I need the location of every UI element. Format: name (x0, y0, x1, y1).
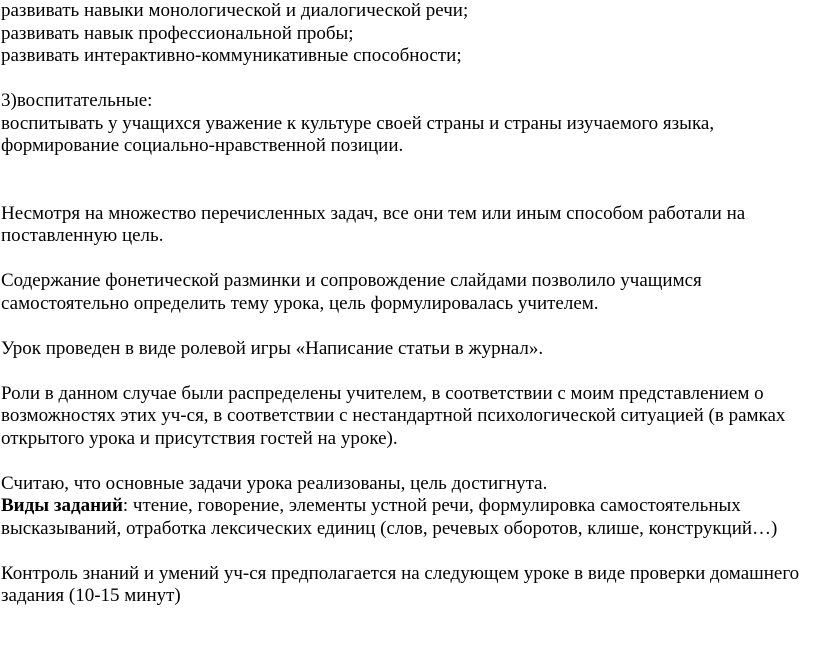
task-types-label: Виды заданий (1, 495, 123, 516)
section-3-text: воспитывать у учащихся уважение к культуре своей страны и страны изучаемого языка, формирование социально-нравственной позиции. (1, 112, 715, 156)
section-3-heading: 3)воспитательные: (1, 90, 153, 111)
goal-line-speech: развивать навыки монологической и диалогической речи; (1, 0, 469, 21)
spacer (1, 450, 806, 473)
spacer (1, 360, 806, 383)
paragraph-roles: Роли в данном случае были распределены учителем, в соответствии с моим представлением о возможностях этих уч-ся, в соответствии с нестандартной психологической ситуацией (в рамках открытого урока и присутствия гостей на уроке). (1, 382, 786, 449)
paragraph-control: Контроль знаний и умений уч-ся предполагается на следующем уроке в виде проверки домашнего задания (10-15 минут) (1, 562, 800, 606)
spacer (1, 248, 806, 271)
goal-line-professional-trial: развивать навык профессиональной пробы; (1, 22, 354, 44)
paragraph-tasks: Несмотря на множество перечисленных задач, все они тем или иным способом работали на поставленную цель. (1, 202, 746, 246)
spacer (1, 68, 806, 91)
paragraph-task-types (1, 495, 806, 540)
paragraph-result: Считаю, что основные задачи урока реализованы, цель достигнута. (1, 472, 548, 494)
paragraph-role-game: Урок проведен в виде ролевой игры «Написание статьи в журнал». (1, 337, 544, 359)
goal-line-communicative: развивать интерактивно-коммуникативные способности; (1, 45, 462, 66)
spacer (1, 158, 806, 203)
spacer (1, 315, 806, 338)
task-types-text: : чтение, говорение, элементы устной речи, формулировка самостоятельных высказываний, отработка лексических единиц (слов, речевых оборотов, клише, конструкций…) (1, 495, 778, 539)
paragraph-warmup: Содержание фонетической разминки и сопровождение слайдами позволило учащимся самостоятельно определить тему урока, цель формулировалась учителем. (1, 270, 702, 314)
spacer (1, 540, 806, 563)
